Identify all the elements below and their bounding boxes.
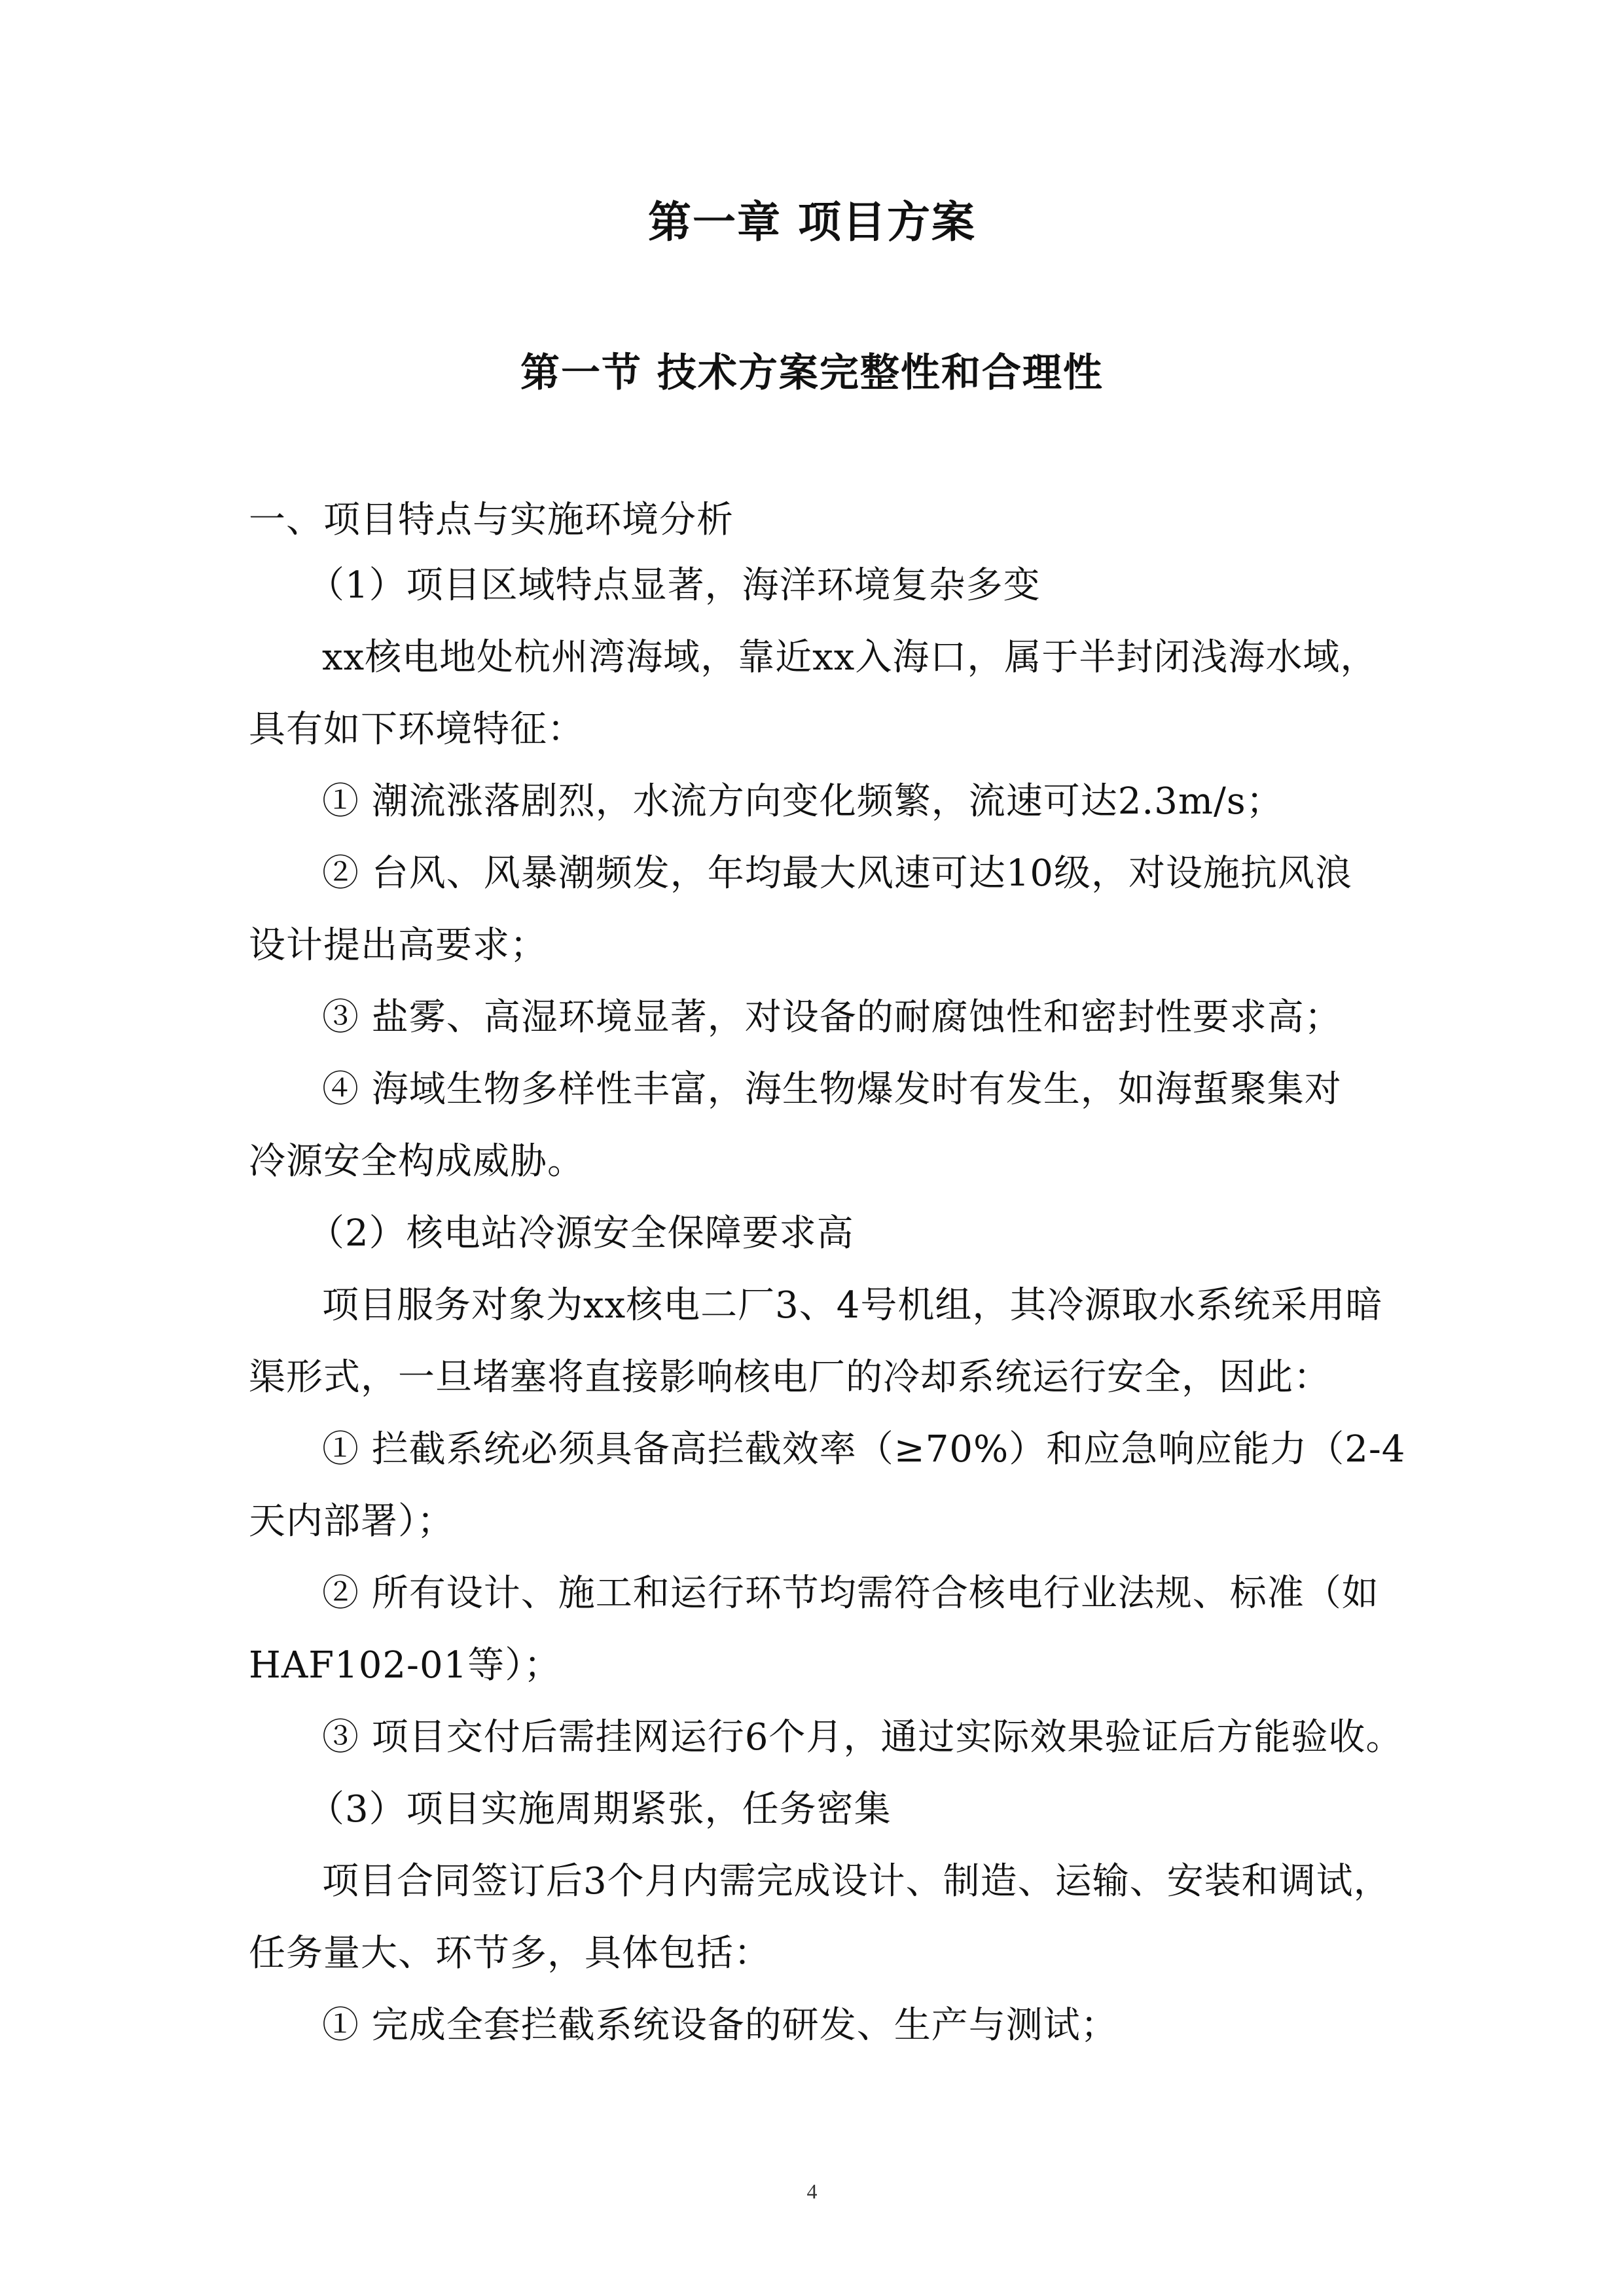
paragraph-line: 渠形式，一旦堵塞将直接影响核电厂的冷却系统运行安全，因此： <box>249 1356 1331 1399</box>
heading-project-features: 一、项目特点与实施环境分析 <box>249 499 734 541</box>
list-item: ② 所有设计、施工和运行环节均需符合核电行业法规、标准（如 <box>322 1572 1379 1615</box>
list-item: ③ 盐雾、高湿环境显著，对设备的耐腐蚀性和密封性要求高； <box>322 996 1342 1039</box>
paragraph-line: 项目服务对象为xx核电二厂3、4号机组，其冷源取水系统采用暗 <box>322 1284 1383 1327</box>
section-title: 第一节 技术方案完整性和合理性 <box>520 350 1104 396</box>
list-item: ① 潮流涨落剧烈，水流方向变化频繁，流速可达2.3m/s； <box>322 780 1284 823</box>
chapter-title: 第一章 项目方案 <box>648 197 976 247</box>
subheading-2: （2）核电站冷源安全保障要求高 <box>308 1212 854 1255</box>
list-item-continuation: 天内部署）； <box>249 1500 454 1543</box>
list-item: ② 台风、风暴潮频发，年均最大风速可达10级，对设施抗风浪 <box>322 852 1353 895</box>
list-item: ① 拦截系统必须具备高拦截效率（≥70%）和应急响应能力（2-4 <box>322 1428 1406 1471</box>
paragraph-line: 任务量大、环节多，具体包括： <box>249 1932 771 1975</box>
subheading-1: （1）项目区域特点显著，海洋环境复杂多变 <box>308 564 1041 607</box>
subheading-3: （3）项目实施周期紧张，任务密集 <box>308 1788 892 1831</box>
list-item-continuation: 设计提出高要求； <box>249 924 547 967</box>
list-item-continuation: HAF102-01等）； <box>249 1644 562 1687</box>
list-item: ③ 项目交付后需挂网运行6个月，通过实际效果验证后方能验收。 <box>322 1716 1403 1759</box>
list-item: ④ 海域生物多样性丰富，海生物爆发时有发生，如海蜇聚集对 <box>322 1068 1342 1111</box>
page-number: 4 <box>806 2179 818 2203</box>
paragraph-line: 具有如下环境特征： <box>249 708 585 751</box>
list-item-continuation: 冷源安全构成威胁。 <box>249 1140 585 1183</box>
paragraph-line: xx核电地处杭州湾海域，靠近xx入海口，属于半封闭浅海水域， <box>322 636 1378 679</box>
list-item: ① 完成全套拦截系统设备的研发、生产与测试； <box>322 2004 1118 2047</box>
paragraph-line: 项目合同签订后3个月内需完成设计、制造、运输、安装和调试， <box>322 1860 1391 1903</box>
